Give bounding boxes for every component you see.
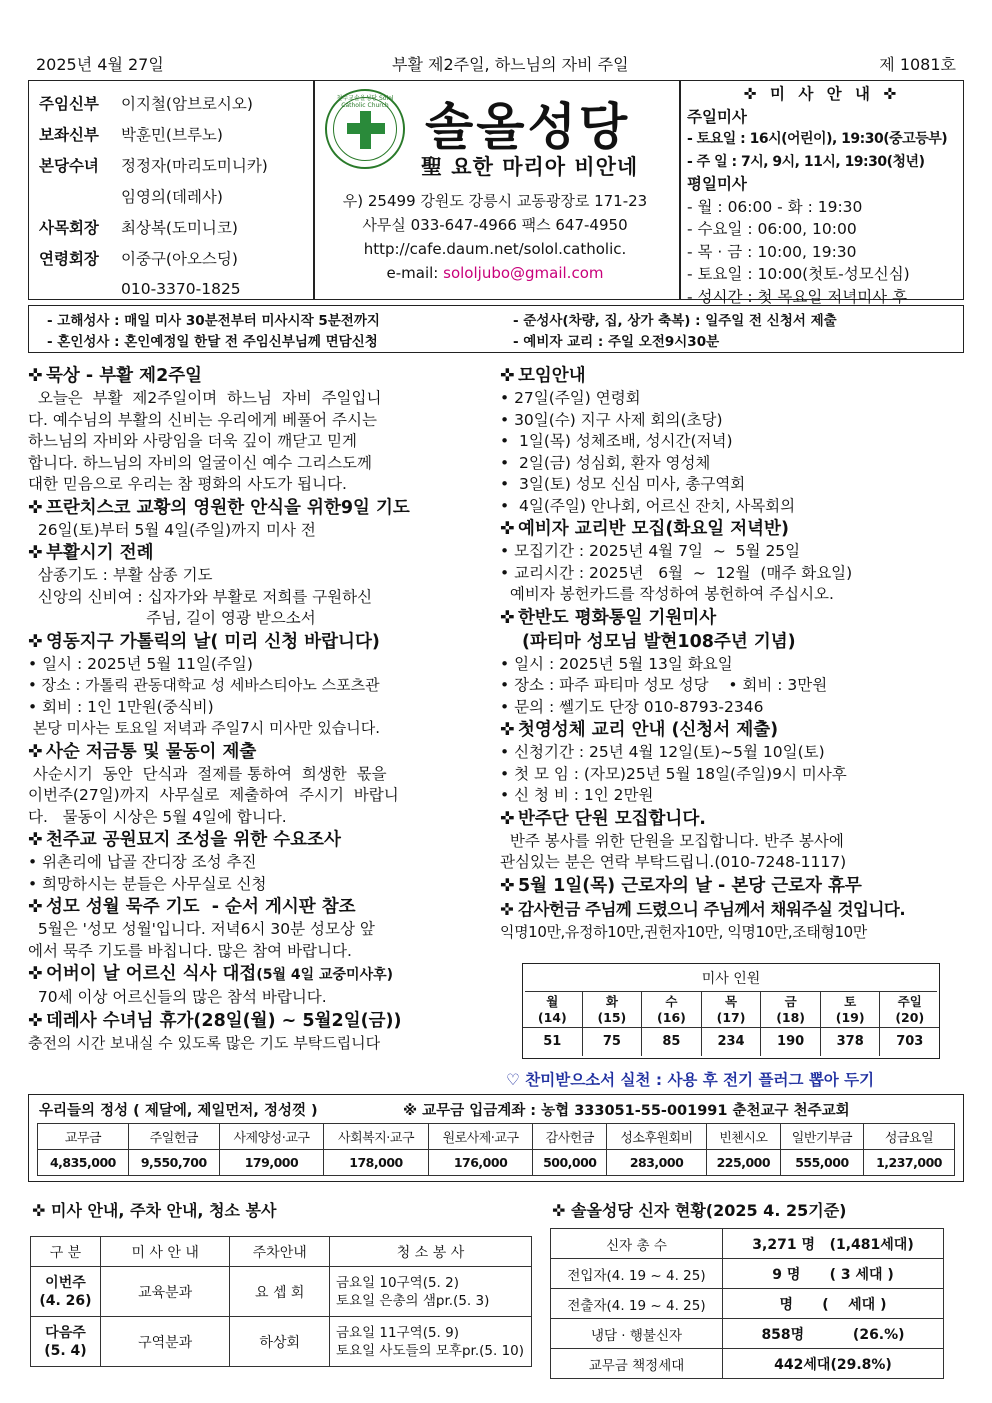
logo-text: 천주교솔올성당 Solol Catholic Church xyxy=(336,95,394,109)
section-line: 본당 미사는 토요일 저녁과 주일7시 미사만 있습니다. xyxy=(28,719,380,737)
service-header-cell: 청 소 봉 사 xyxy=(330,1237,532,1267)
cross-bullet-icon: ✜ xyxy=(28,497,43,518)
members-title: ✜ 솔올성당 신자 현황(2025 4. 25기준) xyxy=(552,1201,847,1220)
attendance-table xyxy=(522,963,940,1059)
service-cleaning: 금요일 11구역(5. 9) 토요일 사도들의 모후pr.(5. 10) xyxy=(330,1317,532,1367)
cross-bullet-icon: ✜ xyxy=(500,875,515,896)
staff-row xyxy=(39,149,309,180)
offerings-header-cell: 교무금 xyxy=(38,1124,129,1150)
service-row xyxy=(31,1317,532,1367)
offerings-header-cell: 사회복지·교구 xyxy=(324,1124,429,1150)
cross-bullet-icon: ✜ xyxy=(500,899,514,919)
staff-role: 본당수녀 xyxy=(39,156,99,175)
email-link[interactable]: sololjubo@gmail.com xyxy=(443,264,604,282)
section-line: 이번주(27일)까지 사무실로 제출하여 주시기 바랍니 xyxy=(28,786,399,804)
cross-icon-bar xyxy=(347,123,385,134)
section-title: ✜ 5월 1일(목) 근로자의 날 - 본당 근로자 휴무 xyxy=(500,875,862,896)
section-title: ✜ 묵상 - 부활 제2주일 xyxy=(28,366,203,386)
service-title: ✜ 미사 안내, 주차 안내, 청소 봉사 xyxy=(32,1201,277,1220)
cross-bullet-icon: ✜ xyxy=(28,964,43,984)
meeting-item: • 27일(주일) 연령회 xyxy=(500,389,641,407)
thanksgiving-donors: 익명10만,유정하10만,권헌자10만, 익명10만,조태형10만 xyxy=(500,922,867,941)
attendance-day: 월 (14) xyxy=(523,992,583,1028)
offerings-value-cell: 500,000 xyxy=(533,1150,607,1176)
cross-bullet-icon: ✜ xyxy=(28,741,43,762)
staff-row xyxy=(39,87,309,118)
staff-role: 연령회장 xyxy=(39,249,99,268)
cross-bullet-icon: ✜ xyxy=(28,366,43,386)
attendance-count: 190 xyxy=(761,1028,821,1056)
members-label: 전출자(4. 19 ~ 4. 25) xyxy=(551,1289,723,1319)
section-line: • 교리시간 : 2025년 6월 ~ 12월 (매주 화요일) xyxy=(500,563,853,582)
email-label: e-mail: xyxy=(386,264,439,282)
section-line: • 첫 모 임 : (자모)25년 5월 18일(주일)9시 미사후 xyxy=(500,764,847,783)
church-logo xyxy=(325,89,405,169)
sunday-mass-label: 주일미사 xyxy=(687,107,747,126)
weekday-mass-line: - 토요일 : 10:00(첫토-성모신심) xyxy=(687,265,910,283)
offerings-value-cell: 4,835,000 xyxy=(38,1150,129,1176)
attendance-count: 85 xyxy=(642,1028,702,1056)
offerings-value-cell: 176,000 xyxy=(428,1150,533,1176)
section-line: 70세 이상 어르신들의 많은 참석 바랍니다. xyxy=(28,988,327,1006)
cross-bullet-icon: ✜ xyxy=(500,519,515,539)
section-line: • 일시 : 2025년 5월 13일 화요일 xyxy=(500,654,733,673)
church-email xyxy=(315,261,675,285)
meeting-item: • 1일(목) 성체조배, 성시간(저녁) xyxy=(500,432,733,450)
members-table xyxy=(550,1228,944,1379)
offerings-header-cell: 성금요일 xyxy=(864,1124,955,1150)
service-header-row xyxy=(31,1237,532,1267)
offerings-account: ※ 교무금 입금계좌 : 농협 333051-55-001991 춘천교구 천주교회 xyxy=(403,1103,850,1119)
attendance-day: 수 (16) xyxy=(642,992,702,1028)
section-line: 관심있는 분은 연락 부탁드립니.(010-7248-1117) xyxy=(500,853,847,871)
members-value: 3,271 명 (1,481세대) xyxy=(723,1229,944,1259)
cross-bullet-icon: ✜ xyxy=(500,607,515,628)
cross-bullet-icon: ✜ xyxy=(500,720,515,740)
meditation-line: 다. 예수님의 부활의 신비는 우리에게 베풀어 주시는 xyxy=(28,410,377,429)
mass-schedule-title: ✜ 미 사 안 내 ✜ xyxy=(743,85,901,103)
section-line: 주님, 길이 영광 받으소서 xyxy=(28,609,316,627)
section-title: ✜ 영동지구 가톨릭의 날( 미리 신청 바랍니다) xyxy=(28,631,380,652)
service-parking: 하상회 xyxy=(230,1317,330,1367)
members-row xyxy=(551,1229,944,1259)
attendance-count: 234 xyxy=(702,1028,762,1056)
service-mass: 교육분과 xyxy=(100,1267,229,1317)
attendance-day: 금 (18) xyxy=(761,992,821,1028)
staff-row xyxy=(39,211,309,242)
section-title: ✜ 첫영성체 교리 안내 (신청서 제출) xyxy=(500,720,779,740)
offerings-value-row xyxy=(38,1150,955,1176)
section-line: • 모집기간 : 2025년 4월 7일 ~ 5월 25일 xyxy=(500,542,801,560)
section-title: ✜ 한반도 평화통일 기원미사 xyxy=(500,607,717,628)
blessing-notice: - 준성사(차량, 집, 상가 축복) : 일주일 전 신청서 제출 xyxy=(513,313,837,329)
mass-schedule xyxy=(681,83,963,308)
attendance-count: 75 xyxy=(583,1028,643,1056)
attendance-count: 703 xyxy=(896,1034,924,1049)
offerings-value-cell: 9,550,700 xyxy=(128,1150,219,1176)
members-row xyxy=(551,1289,944,1319)
members-label: 전입자(4. 19 ~ 4. 25) xyxy=(551,1259,723,1289)
cross-bullet-icon: ✜ xyxy=(28,543,43,563)
offerings-value-cell: 179,000 xyxy=(219,1150,324,1176)
weekday-mass-line: - 수요일 : 06:00, 10:00 xyxy=(687,220,857,238)
members-row xyxy=(551,1259,944,1289)
cross-bullet-icon: ✜ xyxy=(32,1201,51,1220)
offerings-header-cell: 빈첸시오 xyxy=(706,1124,780,1150)
service-cleaning: 금요일 10구역(5. 2) 토요일 은총의 샘pr.(5. 3) xyxy=(330,1267,532,1317)
service-table xyxy=(30,1236,532,1367)
service-header-cell: 구 분 xyxy=(31,1237,101,1267)
section-line: 다. 물동이 시상은 5월 4일에 합니다. xyxy=(28,807,287,826)
church-identity xyxy=(315,81,679,299)
left-column xyxy=(28,364,490,1054)
cross-bullet-icon: ✜ xyxy=(28,631,43,652)
offerings-header-cell: 원로사제·교구 xyxy=(428,1124,533,1150)
sacrament-notice-box xyxy=(28,305,964,353)
attendance-counts-row xyxy=(523,1028,939,1056)
offerings-header-cell: 일반기부금 xyxy=(780,1124,863,1150)
offerings-value-cell: 555,000 xyxy=(780,1150,863,1176)
staff-name: 010-3370-1825 xyxy=(121,279,241,298)
church-address: 우) 25499 강원도 강릉시 교동광장로 171-23 xyxy=(342,192,648,210)
offerings-value-cell: 225,000 xyxy=(706,1150,780,1176)
members-value: 명 ( 세대 ) xyxy=(723,1289,944,1319)
staff-name: 이중구(아오스딩) xyxy=(121,249,238,268)
bulletin-sunday-title: 부활 제2주일, 하느님의 자비 주일 xyxy=(392,55,629,74)
weekday-mass-line: - 성시간 : 첫 목요일 저녁미사 후 xyxy=(687,287,908,306)
offerings-header-cell: 성소후원회비 xyxy=(607,1124,707,1150)
section-line: 충전의 시간 보내실 수 있도록 많은 기도 부탁드립니다 xyxy=(28,1033,381,1052)
section-line: • 장소 : 가톨릭 관동대학교 성 세바스티아노 스포츠관 xyxy=(28,676,380,694)
staff-name: 임영의(데레사) xyxy=(121,187,223,206)
meeting-item: • 30일(수) 지구 사제 회의(초당) xyxy=(500,410,723,429)
section-title: ✜ 사순 저금통 및 물동이 제출 xyxy=(28,741,257,762)
meditation-line: 합니다. 하느님의 자비의 얼굴이신 예수 그리스도께 xyxy=(28,453,372,472)
bulletin-header xyxy=(28,50,964,78)
offerings-title: 우리들의 정성 ( 제달에, 제일먼저, 정성껏 ) xyxy=(39,1103,318,1119)
attendance-day: 주일 (20) xyxy=(880,992,939,1028)
attendance-title: 미사 인원 xyxy=(525,966,937,992)
staff-name: 정정자(마리도미니카) xyxy=(121,156,268,175)
section-line: 사순시기 동안 단식과 절제를 통하여 희생한 몫을 xyxy=(28,764,387,783)
attendance-day: 토 (19) xyxy=(821,992,881,1028)
catechumen-notice: - 예비자 교리 : 주일 오전9시30분 xyxy=(513,334,720,350)
section-title: ✜ 어버이 날 어르신 식사 대접(5월 4일 교중미사후) xyxy=(28,964,394,984)
church-name: 솔올성당 xyxy=(425,97,631,156)
members-label: 냉담 · 행불신자 xyxy=(551,1319,723,1349)
staff-row xyxy=(39,118,309,149)
cross-bullet-icon: ✜ xyxy=(28,897,43,917)
section-line: • 회비 : 1인 1만원(중식비) xyxy=(28,697,214,716)
section-line: • 신 청 비 : 1인 2만원 xyxy=(500,786,654,804)
section-title: ✜ 예비자 교리반 모집(화요일 저녁반) xyxy=(500,519,789,539)
members-row xyxy=(551,1319,944,1349)
attendance-count: 378 xyxy=(821,1028,881,1056)
section-subtitle: (파티마 성모님 발현108주년 기념) xyxy=(522,631,796,652)
energy-note: ♡ 찬미받으소서 실천 : 사용 후 전기 플러그 뽑아 두기 xyxy=(506,1071,875,1089)
section-line: • 신청기간 : 25년 4월 12일(토)~5월 10일(토) xyxy=(500,743,825,761)
section-title: ✜ 반주단 단원 모집합니다. xyxy=(500,808,706,829)
church-phone: 사무실 033-647-4966 팩스 647-4950 xyxy=(362,216,628,234)
members-label: 신자 총 수 xyxy=(551,1229,723,1259)
right-column xyxy=(500,364,950,943)
church-contact xyxy=(315,189,675,285)
section-line: • 문의 : 쎌기도 단장 010-8793-2346 xyxy=(500,697,764,716)
offerings-header-cell: 주일헌금 xyxy=(128,1124,219,1150)
section-line: • 장소 : 파주 파티마 성모 성당 • 회비 : 3만원 xyxy=(500,676,828,694)
meditation-line: 대한 믿음으로 우리는 참 평화의 사도가 됩니다. xyxy=(28,475,347,493)
offerings-header-cell: 사제양성·교구 xyxy=(219,1124,324,1150)
staff-row xyxy=(39,273,309,304)
service-parking: 요 셉 회 xyxy=(230,1267,330,1317)
offerings-box xyxy=(28,1094,964,1182)
section-title: ✜ 감사헌금 주님께 드렸으니 주님께서 채워주실 것입니다. xyxy=(500,898,950,922)
masthead-box xyxy=(28,80,964,306)
staff-role: 보좌신부 xyxy=(39,125,99,144)
section-title: ✜ 데레사 수녀님 휴가(28일(월) ~ 5월2일(금)) xyxy=(28,1010,402,1031)
service-header-cell: 미 사 안 내 xyxy=(100,1237,229,1267)
offerings-header-row xyxy=(38,1124,955,1150)
section-line: 신앙의 신비여 : 십자가와 부활로 저희를 구원하신 xyxy=(28,587,373,606)
staff-row xyxy=(39,242,309,273)
cross-bullet-icon: ✜ xyxy=(500,808,515,829)
staff-name: 이지철(암브로시오) xyxy=(121,94,253,113)
members-value: 9 명 ( 3 세대 ) xyxy=(723,1259,944,1289)
cross-bullet-icon: ✜ xyxy=(552,1201,571,1220)
service-period: 다음주 (5. 4) xyxy=(31,1317,101,1367)
bulletin-date: 2025년 4월 27일 xyxy=(36,55,164,74)
attendance-days-row xyxy=(523,992,939,1028)
staff-role: 사목회장 xyxy=(39,218,99,237)
meeting-item: • 4일(주일) 안나회, 어르신 잔치, 사목회의 xyxy=(500,496,796,515)
members-value: 858명 (26.%) xyxy=(723,1319,944,1349)
attendance-day: 화 (15) xyxy=(583,992,643,1028)
church-patron: 聖 요한 마리아 비안네 xyxy=(421,155,639,179)
section-title: ✜ 부활시기 전례 xyxy=(28,543,154,563)
weekday-mass-line: - 월 : 06:00 - 화 : 19:30 xyxy=(687,197,863,216)
sunday-mass-line: - 주 일 : 7시, 9시, 11시, 19:30(청년) xyxy=(687,153,925,170)
section-line: 예비자 봉헌카드를 작성하여 봉헌하여 주십시오. xyxy=(500,585,834,603)
cross-bullet-icon: ✜ xyxy=(28,830,43,850)
wedding-notice: - 혼인성사 : 혼인예정일 한달 전 주임신부님께 면담신청 xyxy=(47,334,378,350)
staff-name: 최상복(도미니코) xyxy=(121,218,238,237)
bulletin-issue-number: 제 1081호 xyxy=(879,55,956,74)
section-title: ✜ 성모 성월 묵주 기도 - 순서 게시판 참조 xyxy=(28,897,356,917)
confession-notice: - 고해성사 : 매일 미사 30분전부터 미사시작 5분전까지 xyxy=(47,313,380,329)
service-mass: 구역분과 xyxy=(100,1317,229,1367)
offerings-value-cell: 283,000 xyxy=(607,1150,707,1176)
offerings-value-cell: 1,237,000 xyxy=(864,1150,955,1176)
weekday-mass-label: 평일미사 xyxy=(687,175,747,193)
offerings-header-cell: 감사헌금 xyxy=(533,1124,607,1150)
sunday-mass-line: - 토요일 : 16시(어린이), 19:30(중고등부) xyxy=(687,131,948,147)
staff-row xyxy=(39,180,309,211)
staff-list xyxy=(39,87,309,304)
members-value: 442세대(29.8%) xyxy=(723,1349,944,1379)
service-period: 이번주 (4. 26) xyxy=(31,1267,101,1317)
church-cafe-link[interactable]: http://cafe.daum.net/solol.catholic. xyxy=(363,240,627,258)
section-line: • 위촌리에 납골 잔디장 조성 추진 xyxy=(28,853,257,871)
section-line: 반주 봉사를 위한 단원을 모집합니다. 반주 봉사에 xyxy=(500,831,844,850)
weekday-mass-line: - 목 · 금 : 10:00, 19:30 xyxy=(687,242,857,261)
cross-bullet-icon: ✜ xyxy=(500,366,515,386)
section-line: 5월은 '성모 성월'입니다. 저녁6시 30분 성모상 앞 xyxy=(28,920,375,938)
cross-bullet-icon: ✜ xyxy=(28,1010,43,1031)
section-title: ✜ 천주교 공원묘지 조성을 위한 수요조사 xyxy=(28,830,341,850)
meditation-line: 오늘은 부활 제2주일이며 하느님 자비 주일입니 xyxy=(28,389,382,407)
offerings-value-cell: 178,000 xyxy=(324,1150,429,1176)
section-line: • 희망하시는 분들은 사무실로 신청 xyxy=(28,874,267,893)
meeting-item: • 3일(토) 성모 신심 미사, 총구역회 xyxy=(500,475,746,493)
section-line: • 일시 : 2025년 5월 11일(주일) xyxy=(28,654,253,673)
section-line: 에서 묵주 기도를 바칩니다. 많은 참여 바랍니다. xyxy=(28,941,352,960)
meditation-line: 하느님의 자비와 사랑임을 더욱 깊이 깨닫고 믿게 xyxy=(28,432,358,450)
section-line: 삼종기도 : 부활 삼종 기도 xyxy=(28,566,213,584)
staff-name: 박훈민(브루노) xyxy=(121,125,223,144)
members-row xyxy=(551,1349,944,1379)
members-label: 교무금 책정세대 xyxy=(551,1349,723,1379)
attendance-day: 목 (17) xyxy=(702,992,762,1028)
attendance-count: 51 xyxy=(523,1028,583,1056)
service-header-cell: 주차안내 xyxy=(230,1237,330,1267)
section-title: ✜ 모임안내 xyxy=(500,366,586,386)
staff-role: 주임신부 xyxy=(39,94,99,113)
offerings-table xyxy=(37,1123,955,1176)
meeting-item: • 2일(금) 성심회, 환자 영성체 xyxy=(500,453,711,472)
section-title: ✜ 프란치스코 교황의 영원한 안식을 위한9일 기도 xyxy=(28,497,410,518)
section-line: 26일(토)부터 5월 4일(주일)까지 미사 전 xyxy=(28,520,316,539)
service-row xyxy=(31,1267,532,1317)
